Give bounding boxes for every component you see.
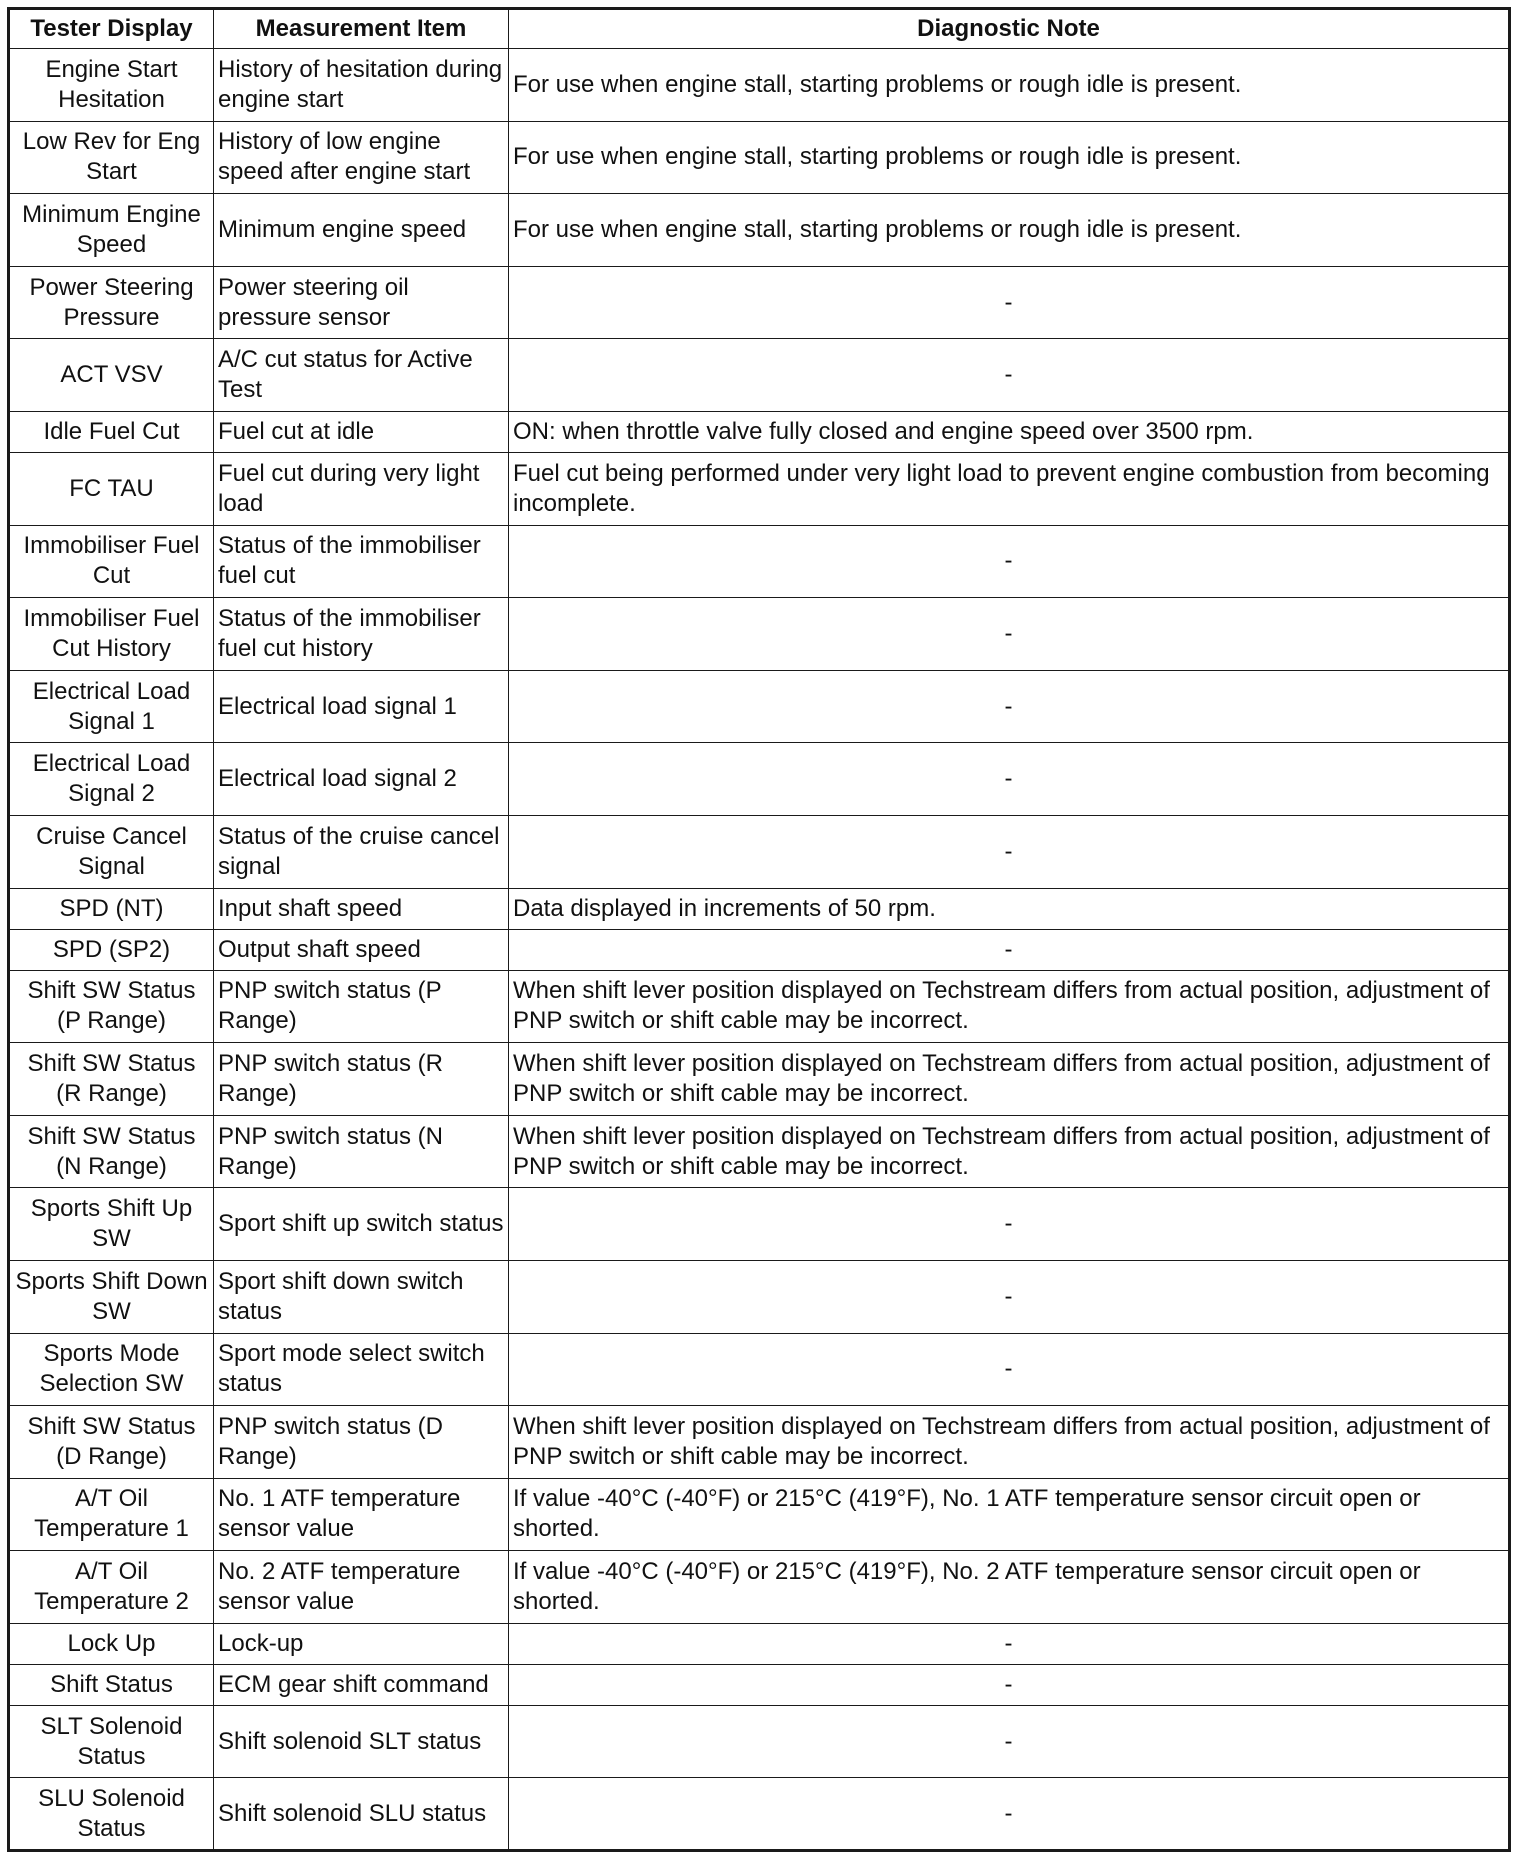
table-row: [9, 1115, 1510, 1188]
diagnostic-note-cell: For use when engine stall, starting problems or rough idle is present.: [509, 121, 1510, 194]
tester-display-cell: SLT Solenoid Status: [9, 1705, 214, 1778]
table-row: [9, 1551, 1510, 1624]
diagnostic-note-cell: -: [509, 339, 1510, 412]
diagnostic-note-cell: When shift lever position displayed on Techstream differs from actual position, adjustment of PNP switch or shift cable may be incorrect.: [509, 970, 1510, 1043]
table-row: [9, 525, 1510, 598]
table-row: [9, 929, 1510, 970]
tester-display-cell: Engine Start Hesitation: [9, 49, 214, 122]
tester-display-cell: Idle Fuel Cut: [9, 411, 214, 452]
tester-display-cell: Sports Shift Up SW: [9, 1188, 214, 1261]
diagnostic-note-cell: -: [509, 1705, 1510, 1778]
measurement-item-cell: History of low engine speed after engine start: [214, 121, 509, 194]
measurement-item-cell: Shift solenoid SLT status: [214, 1705, 509, 1778]
diagnostic-data-table: [7, 7, 1511, 1852]
diagnostic-note-cell: -: [509, 1778, 1510, 1851]
header-measurement-item: Measurement Item: [214, 9, 509, 49]
tester-display-cell: A/T Oil Temperature 2: [9, 1551, 214, 1624]
measurement-item-cell: Shift solenoid SLU status: [214, 1778, 509, 1851]
tester-display-cell: Minimum Engine Speed: [9, 194, 214, 267]
tester-display-cell: FC TAU: [9, 452, 214, 525]
table-header-row: [9, 9, 1510, 49]
measurement-item-cell: No. 2 ATF temperature sensor value: [214, 1551, 509, 1624]
table-row: [9, 670, 1510, 743]
table-row: [9, 1478, 1510, 1551]
diagnostic-note-cell: -: [509, 670, 1510, 743]
tester-display-cell: SLU Solenoid Status: [9, 1778, 214, 1851]
table-row: [9, 1778, 1510, 1851]
diagnostic-note-cell: For use when engine stall, starting problems or rough idle is present.: [509, 194, 1510, 267]
measurement-item-cell: Electrical load signal 2: [214, 743, 509, 816]
measurement-item-cell: Lock-up: [214, 1623, 509, 1664]
table-row: [9, 1333, 1510, 1406]
measurement-item-cell: Sport shift down switch status: [214, 1260, 509, 1333]
table-row: [9, 1188, 1510, 1261]
table-row: [9, 1260, 1510, 1333]
diagnostic-note-cell: Data displayed in increments of 50 rpm.: [509, 888, 1510, 929]
table-row: [9, 121, 1510, 194]
measurement-item-cell: Status of the immobiliser fuel cut history: [214, 598, 509, 671]
measurement-item-cell: Status of the immobiliser fuel cut: [214, 525, 509, 598]
tester-display-cell: Shift SW Status (D Range): [9, 1406, 214, 1479]
tester-display-cell: Immobiliser Fuel Cut History: [9, 598, 214, 671]
measurement-item-cell: PNP switch status (N Range): [214, 1115, 509, 1188]
measurement-item-cell: Sport mode select switch status: [214, 1333, 509, 1406]
diagnostic-note-cell: -: [509, 525, 1510, 598]
table-row: [9, 970, 1510, 1043]
table-row: [9, 452, 1510, 525]
table-row: [9, 411, 1510, 452]
tester-display-cell: SPD (SP2): [9, 929, 214, 970]
tester-display-cell: A/T Oil Temperature 1: [9, 1478, 214, 1551]
diagnostic-note-cell: -: [509, 1333, 1510, 1406]
tester-display-cell: Cruise Cancel Signal: [9, 815, 214, 888]
measurement-item-cell: PNP switch status (P Range): [214, 970, 509, 1043]
measurement-item-cell: Sport shift up switch status: [214, 1188, 509, 1261]
diagnostic-note-cell: -: [509, 929, 1510, 970]
diagnostic-note-cell: When shift lever position displayed on Techstream differs from actual position, adjustment of PNP switch or shift cable may be incorrect.: [509, 1043, 1510, 1116]
diagnostic-note-cell: When shift lever position displayed on Techstream differs from actual position, adjustment of PNP switch or shift cable may be incorrect.: [509, 1115, 1510, 1188]
tester-display-cell: Sports Shift Down SW: [9, 1260, 214, 1333]
diagnostic-note-cell: If value -40°C (-40°F) or 215°C (419°F), No. 2 ATF temperature sensor circuit open or shorted.: [509, 1551, 1510, 1624]
table-row: [9, 194, 1510, 267]
measurement-item-cell: PNP switch status (D Range): [214, 1406, 509, 1479]
measurement-item-cell: PNP switch status (R Range): [214, 1043, 509, 1116]
table-row: [9, 598, 1510, 671]
diagnostic-note-cell: -: [509, 1623, 1510, 1664]
tester-display-cell: Sports Mode Selection SW: [9, 1333, 214, 1406]
measurement-item-cell: Status of the cruise cancel signal: [214, 815, 509, 888]
measurement-item-cell: Output shaft speed: [214, 929, 509, 970]
table-row: [9, 1043, 1510, 1116]
diagnostic-note-cell: ON: when throttle valve fully closed and engine speed over 3500 rpm.: [509, 411, 1510, 452]
measurement-item-cell: Power steering oil pressure sensor: [214, 266, 509, 339]
diagnostic-note-cell: -: [509, 815, 1510, 888]
diagnostic-note-cell: When shift lever position displayed on Techstream differs from actual position, adjustment of PNP switch or shift cable may be incorrect.: [509, 1406, 1510, 1479]
table-row: [9, 1705, 1510, 1778]
tester-display-cell: Shift SW Status (P Range): [9, 970, 214, 1043]
diagnostic-note-cell: -: [509, 1664, 1510, 1705]
diagnostic-note-cell: Fuel cut being performed under very light load to prevent engine combustion from becoming incomplete.: [509, 452, 1510, 525]
diagnostic-note-cell: -: [509, 1188, 1510, 1261]
diagnostic-note-cell: -: [509, 743, 1510, 816]
header-tester-display: Tester Display: [9, 9, 214, 49]
tester-display-cell: Electrical Load Signal 2: [9, 743, 214, 816]
diagnostic-note-cell: -: [509, 598, 1510, 671]
measurement-item-cell: Input shaft speed: [214, 888, 509, 929]
tester-display-cell: SPD (NT): [9, 888, 214, 929]
diagnostic-note-cell: For use when engine stall, starting problems or rough idle is present.: [509, 49, 1510, 122]
diagnostic-note-cell: -: [509, 1260, 1510, 1333]
tester-display-cell: Shift Status: [9, 1664, 214, 1705]
measurement-item-cell: Electrical load signal 1: [214, 670, 509, 743]
table-row: [9, 888, 1510, 929]
table-row: [9, 1664, 1510, 1705]
diagnostic-note-cell: If value -40°C (-40°F) or 215°C (419°F), No. 1 ATF temperature sensor circuit open or shorted.: [509, 1478, 1510, 1551]
table-row: [9, 266, 1510, 339]
measurement-item-cell: Minimum engine speed: [214, 194, 509, 267]
table-row: [9, 815, 1510, 888]
table-row: [9, 1406, 1510, 1479]
measurement-item-cell: History of hesitation during engine start: [214, 49, 509, 122]
table-row: [9, 49, 1510, 122]
tester-display-cell: Immobiliser Fuel Cut: [9, 525, 214, 598]
measurement-item-cell: Fuel cut at idle: [214, 411, 509, 452]
table-row: [9, 339, 1510, 412]
table-row: [9, 743, 1510, 816]
tester-display-cell: Power Steering Pressure: [9, 266, 214, 339]
tester-display-cell: Low Rev for Eng Start: [9, 121, 214, 194]
table-body: [9, 49, 1510, 1851]
header-diagnostic-note: Diagnostic Note: [509, 9, 1510, 49]
measurement-item-cell: Fuel cut during very light load: [214, 452, 509, 525]
measurement-item-cell: ECM gear shift command: [214, 1664, 509, 1705]
tester-display-cell: ACT VSV: [9, 339, 214, 412]
tester-display-cell: Shift SW Status (N Range): [9, 1115, 214, 1188]
measurement-item-cell: No. 1 ATF temperature sensor value: [214, 1478, 509, 1551]
tester-display-cell: Electrical Load Signal 1: [9, 670, 214, 743]
tester-display-cell: Shift SW Status (R Range): [9, 1043, 214, 1116]
diagnostic-note-cell: -: [509, 266, 1510, 339]
tester-display-cell: Lock Up: [9, 1623, 214, 1664]
table-row: [9, 1623, 1510, 1664]
measurement-item-cell: A/C cut status for Active Test: [214, 339, 509, 412]
